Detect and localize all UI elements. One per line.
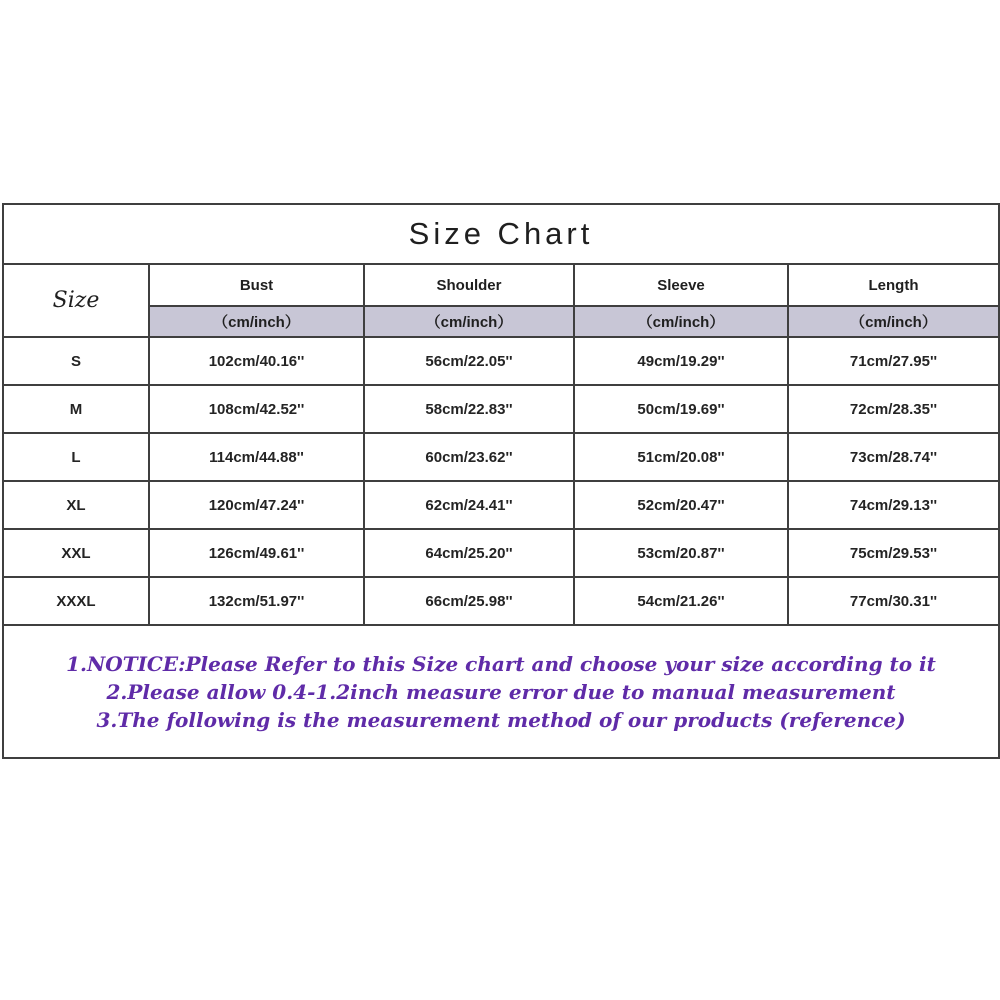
sleeve-value: 49cm/19.29'': [574, 337, 788, 385]
table-row-m: [3, 385, 999, 433]
size-chart-table: [2, 203, 1000, 759]
table-row-s: [3, 337, 999, 385]
column-header-sleeve: Sleeve: [574, 264, 788, 306]
size-label: XL: [3, 481, 149, 529]
unit-label-length: （cm/inch）: [788, 306, 999, 337]
length-value: 74cm/29.13'': [788, 481, 999, 529]
unit-label-bust: （cm/inch）: [149, 306, 364, 337]
unit-row: [3, 306, 999, 337]
shoulder-value: 56cm/22.05'': [364, 337, 574, 385]
length-value: 73cm/28.74'': [788, 433, 999, 481]
sleeve-value: 54cm/21.26'': [574, 577, 788, 625]
size-column-header: Size: [3, 264, 149, 337]
notice-line-3: 3.The following is the measurement method of our products (reference): [96, 707, 906, 732]
shoulder-value: 58cm/22.83'': [364, 385, 574, 433]
table-row-xl: [3, 481, 999, 529]
sleeve-value: 50cm/19.69'': [574, 385, 788, 433]
notice-line-1: 1.NOTICE:Please Refer to this Size chart and choose your size according to it: [66, 651, 936, 676]
shoulder-value: 64cm/25.20'': [364, 529, 574, 577]
size-label: S: [3, 337, 149, 385]
bust-value: 126cm/49.61'': [149, 529, 364, 577]
header-row: [3, 264, 999, 306]
unit-label-sleeve: （cm/inch）: [574, 306, 788, 337]
size-label: L: [3, 433, 149, 481]
length-value: 75cm/29.53'': [788, 529, 999, 577]
unit-label-shoulder: （cm/inch）: [364, 306, 574, 337]
bust-value: 120cm/47.24'': [149, 481, 364, 529]
column-header-length: Length: [788, 264, 999, 306]
notice-line-2: 2.Please allow 0.4-1.2inch measure error due to manual measurement: [106, 679, 896, 704]
size-label: M: [3, 385, 149, 433]
shoulder-value: 62cm/24.41'': [364, 481, 574, 529]
shoulder-value: 60cm/23.62'': [364, 433, 574, 481]
page-title: Size Chart: [3, 204, 999, 264]
notice-block: [3, 625, 999, 758]
title-row: [3, 204, 999, 264]
table-row-l: [3, 433, 999, 481]
bust-value: 114cm/44.88'': [149, 433, 364, 481]
length-value: 77cm/30.31'': [788, 577, 999, 625]
length-value: 71cm/27.95'': [788, 337, 999, 385]
bust-value: 108cm/42.52'': [149, 385, 364, 433]
shoulder-value: 66cm/25.98'': [364, 577, 574, 625]
notice-row: [3, 625, 999, 758]
column-header-shoulder: Shoulder: [364, 264, 574, 306]
size-label: XXL: [3, 529, 149, 577]
column-header-bust: Bust: [149, 264, 364, 306]
length-value: 72cm/28.35'': [788, 385, 999, 433]
size-label: XXXL: [3, 577, 149, 625]
sleeve-value: 51cm/20.08'': [574, 433, 788, 481]
sleeve-value: 53cm/20.87'': [574, 529, 788, 577]
bust-value: 132cm/51.97'': [149, 577, 364, 625]
table-row-xxl: [3, 529, 999, 577]
bust-value: 102cm/40.16'': [149, 337, 364, 385]
sleeve-value: 52cm/20.47'': [574, 481, 788, 529]
table-row-xxxl: [3, 577, 999, 625]
